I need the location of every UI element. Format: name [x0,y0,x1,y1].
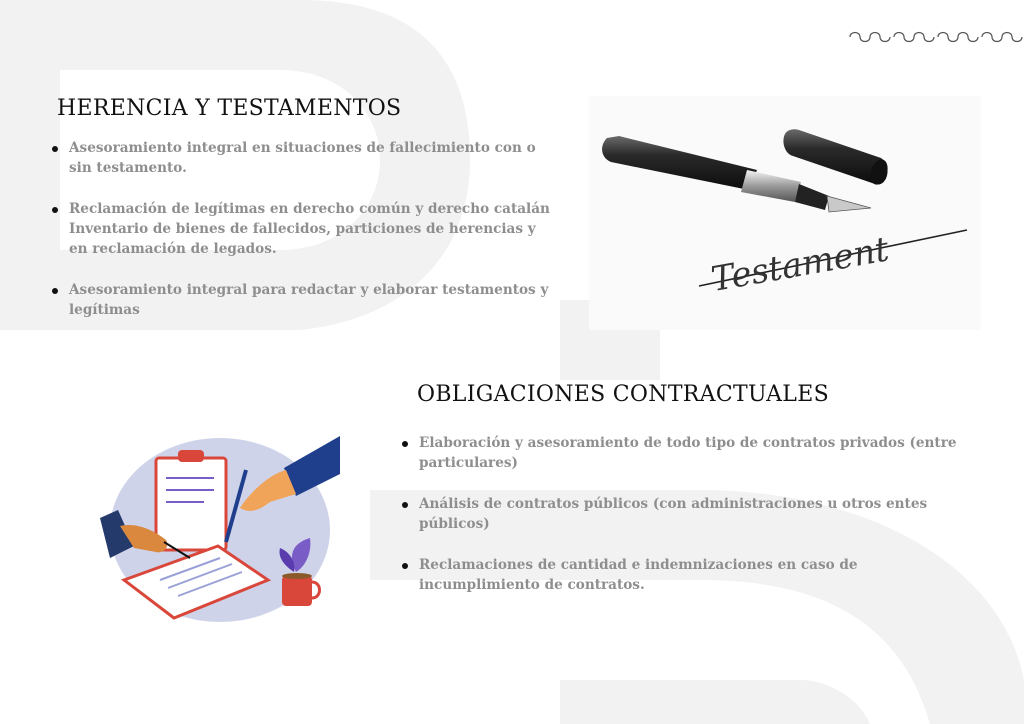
list-item: Reclamación de legítimas en derecho común y derecho catalán Inventario de bienes de fallecidos, particiones de herencias y en reclamación de legados. [52,199,557,259]
list-item: Elaboración y asesoramiento de todo tipo de contratos privados (entre particulares) [402,433,962,473]
fountain-pen-testament-icon [589,96,981,330]
fountain-pen-testament-photo [589,96,981,330]
decorative-chain-ornament [844,28,1024,46]
list-item: Asesoramiento integral en situaciones de fallecimiento con o sin testamento. [52,138,557,178]
section-title-herencia: HERENCIA Y TESTAMENTOS [57,96,402,121]
list-item: Asesoramiento integral para redactar y elaborar testamentos y legítimas [52,280,557,320]
contract-signing-illustration [100,430,340,630]
contract-signing-icon [100,436,340,622]
herencia-list [52,138,557,341]
obligaciones-list [402,433,962,616]
testament-handwriting: Testament [708,229,892,300]
list-item: Análisis de contratos públicos (con administraciones u otros entes públicos) [402,494,962,534]
list-item: Reclamaciones de cantidad e indemnizaciones en caso de incumplimiento de contratos. [402,555,962,595]
section-title-obligaciones: OBLIGACIONES CONTRACTUALES [417,382,829,407]
